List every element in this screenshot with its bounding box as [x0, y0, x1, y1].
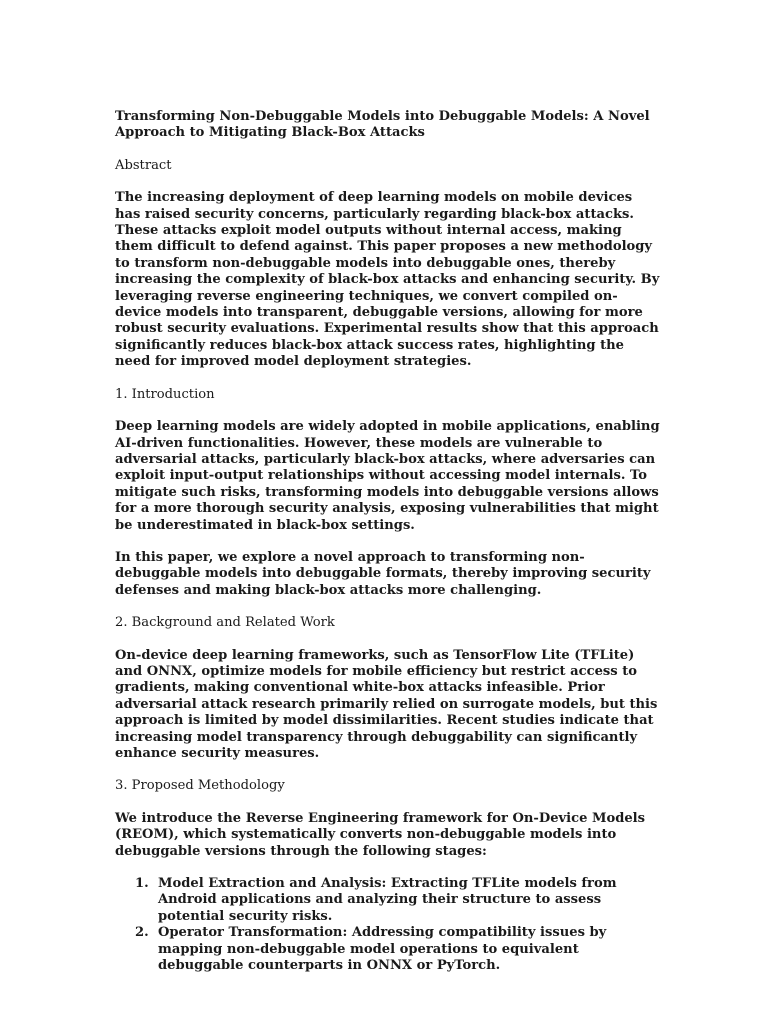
- abstract-text: The increasing deployment of deep learning models on mobile devices has raised security concerns, particularly regarding black-box attacks. These attacks exploit model outputs without internal access, making them difficult to defend against. This paper proposes a new methodology to transform non-debuggable models into debuggable ones, thereby increasing the complexity of black-box attacks and enhancing security. By leveraging reverse engineering techniques, we convert compiled on-device models into transparent, debuggable versions, allowing for more robust security evaluations. Experimental results show that this approach significantly reduces black-box attack success rates, highlighting the need for improved model deployment strategies.: [115, 190, 660, 370]
- list-item-text: Operator Transformation: Addressing compatibility issues by mapping non-debuggable model operations to equivalent debuggable counterparts in ONNX or PyTorch.: [158, 925, 607, 974]
- methodology-paragraph: We introduce the Reverse Engineering framework for On-Device Models (REOM), which systematically converts non-debuggable models into debuggable versions through the following stages:: [115, 810, 646, 859]
- section-heading-methodology: 3. Proposed Methodology: [115, 778, 285, 794]
- list-item: [115, 925, 660, 974]
- abstract-heading: Abstract: [115, 157, 172, 173]
- list-item-number: 2.: [135, 925, 149, 941]
- section-heading-introduction: 1. Introduction: [115, 386, 215, 402]
- introduction-paragraph: In this paper, we explore a novel approach to transforming non-debuggable models into debuggable formats, thereby improving security defenses and making black-box attacks more challenging.: [115, 549, 651, 598]
- methodology-stage-list: [115, 876, 660, 974]
- background-paragraph: On-device deep learning frameworks, such as TensorFlow Lite (TFLite) and ONNX, optimize models for mobile efficiency but restrict access to gradients, making conventional white-box attacks infeasible. Prior adversarial attack research primarily relied on surrogate models, but this approach is limited by model dissimilarities. Recent studies indicate that increasing model transparency through debuggability can significantly enhance security measures.: [115, 647, 658, 761]
- section-heading-background: 2. Background and Related Work: [115, 615, 335, 631]
- introduction-paragraph: Deep learning models are widely adopted in mobile applications, enabling AI-driven functionalities. However, these models are vulnerable to adversarial attacks, particularly black-box attacks, where adversaries can exploit input-output relationships without accessing model internals. To mitigate such risks, transforming models into debuggable versions allows for a more thorough security analysis, exposing vulnerabilities that might be underestimated in black-box settings.: [115, 419, 660, 533]
- list-item: [115, 876, 660, 925]
- document-title: Transforming Non-Debuggable Models into Debuggable Models: A Novel Approach to Mitigating Black-Box Attacks: [115, 109, 650, 141]
- list-item-text: Model Extraction and Analysis: Extracting TFLite models from Android applications and analyzing their structure to assess potential security risks.: [158, 876, 617, 924]
- list-item-number: 1.: [135, 876, 149, 892]
